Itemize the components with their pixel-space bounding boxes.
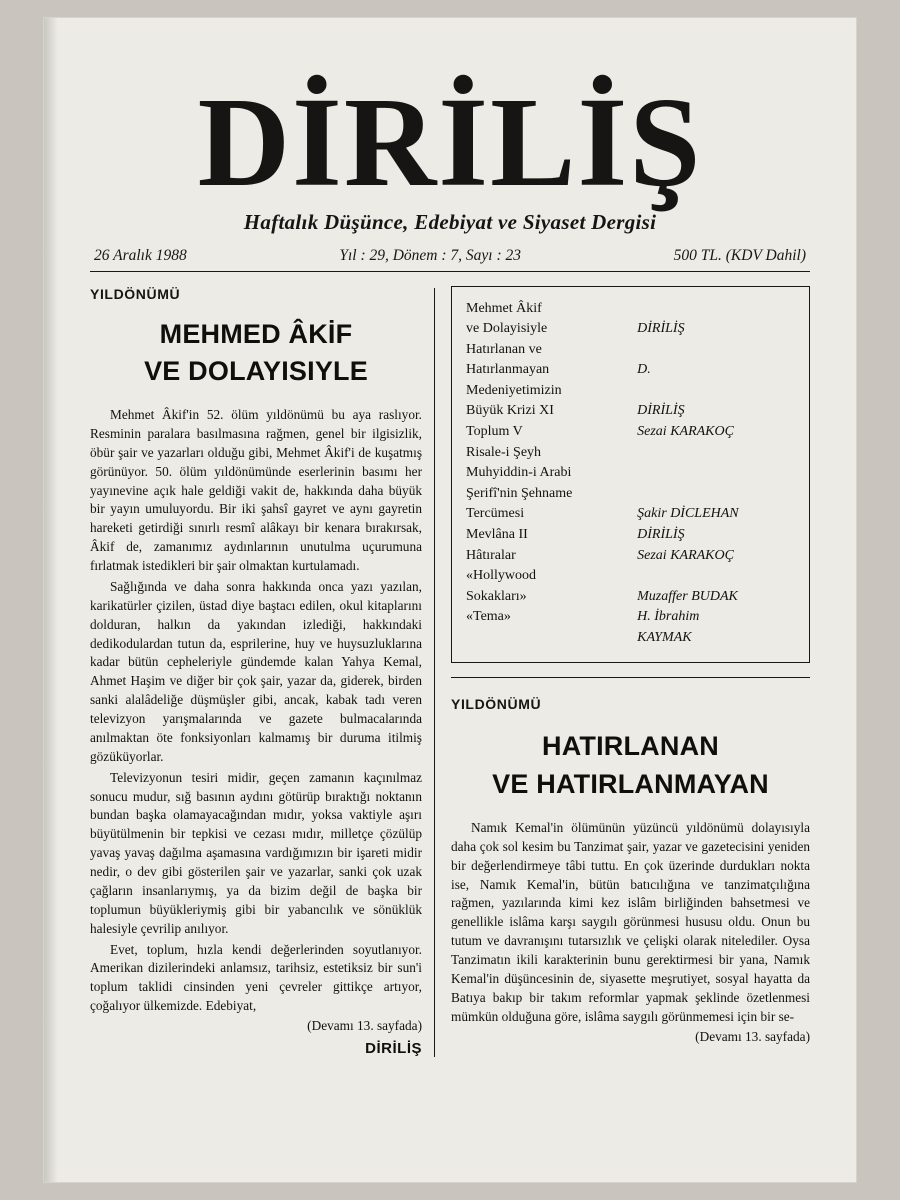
table-row bbox=[466, 443, 795, 464]
masthead-rule bbox=[90, 271, 810, 272]
contents-author bbox=[625, 463, 795, 484]
right-headline-line1: HATIRLANAN bbox=[542, 731, 719, 762]
masthead bbox=[90, 71, 810, 272]
table-row bbox=[466, 401, 795, 422]
left-paragraph: Evet, toplum, hızla kendi değerlerinden soyutlanıyor. Amerikan dizilerindeki anlamsız, tarihsiz, estetiksiz bir sun'i toplum taklidi cinsinden yeni çevreler gittikçe artıyor, çoğalıyor ülkemizde. Edebiyat, bbox=[90, 941, 422, 1014]
contents-title: ve Dolayisiyle bbox=[466, 321, 548, 337]
masthead-meta bbox=[90, 247, 810, 265]
right-continued-note: (Devamı 13. sayfada) bbox=[695, 1028, 810, 1044]
contents-author bbox=[625, 443, 795, 464]
table-row bbox=[466, 422, 795, 443]
table-row bbox=[466, 319, 795, 340]
issue-price: 500 TL. (KDV Dahil) bbox=[673, 246, 806, 264]
contents-title: Sokakları» bbox=[466, 588, 527, 604]
table-row bbox=[466, 607, 795, 628]
right-headline-line2: VE HATIRLANMAYAN bbox=[492, 768, 769, 799]
contents-author: Muzaffer BUDAK bbox=[637, 588, 738, 604]
left-signature: DİRİLİŞ bbox=[365, 1040, 422, 1058]
contents-title: Hâtıralar bbox=[466, 547, 516, 563]
contents-title: Tercümesi bbox=[466, 506, 525, 522]
contents-author: Sezai KARAKOÇ bbox=[637, 424, 734, 440]
contents-author: D. bbox=[637, 362, 651, 378]
contents-box bbox=[451, 286, 810, 664]
right-kicker: YILDÖNÜMÜ bbox=[451, 696, 542, 713]
columns-wrapper bbox=[90, 286, 810, 1058]
table-row bbox=[466, 504, 795, 525]
table-row bbox=[466, 484, 795, 505]
left-column bbox=[90, 286, 434, 1058]
right-column-rule bbox=[451, 677, 810, 678]
contents-title bbox=[466, 628, 625, 649]
right-column bbox=[435, 286, 810, 1058]
table-row bbox=[466, 546, 795, 567]
contents-table bbox=[466, 299, 795, 649]
table-row bbox=[466, 340, 795, 361]
contents-title: Mevlâna II bbox=[466, 526, 528, 542]
left-paragraph: Mehmet Âkif'in 52. ölüm yıldönümü bu aya raslıyor. Resminin paralara basılmasına rağmen, genel bir ilgisizlik, öbür şair ve yazarları olduğu gibi, Mehmet Âkif'i de kuşatmış görünüyor. 50. ölüm yıldönümünde eserlerinin basımı her yayınevine açık hale geldiği vakit de, hakkında daha büyük bir yayın umuluyordu. Bir iki şahsî gayret ve aynı gayretin hareketi getirdiği sınırlı resmî alâkayı bir kenara bırakırsak, Âkif de, zamanımız aydınlarının unutulma uçurumuna fırlatmak istedikleri bir şair olmaktan kurtulamadı. bbox=[90, 407, 422, 574]
table-row bbox=[466, 381, 795, 402]
issue-date: 26 Aralık 1988 bbox=[94, 246, 187, 264]
left-headline-line1: MEHMED ÂKİF bbox=[159, 318, 353, 349]
magazine-title: DİRİLİŞ bbox=[197, 71, 703, 213]
magazine-subtitle: Haftalık Düşünce, Edebiyat ve Siyaset Dergisi bbox=[243, 209, 657, 234]
left-headline-line2: VE DOLAYISIYLE bbox=[144, 355, 368, 386]
contents-title: «Tema» bbox=[466, 609, 511, 625]
contents-author bbox=[625, 299, 795, 320]
left-paragraph: Sağlığında ve daha sonra hakkında onca yazı yazılan, karikatürler çizilen, üstad diye baştacı edilen, okul kitaplarını dolduran, halkın da yakından izlediği, hakkındaki dedikodulardan tutun da, esprilerine, huy ve huysuzluklarına kadar bütün cepheleriyle gündemde kalan Yahya Kemal, Ahmet Haşim ve diğer bir çok şair, yazar da, giderek, birden sanki alalâdeliğe düşmüşler gibi, ancak, kabak tadı veren televizyon yarışmalarında ve gazete bulmacalarında anılmaktan öte fonksiyonları kalmamış bir duruma itilmiş gözüküyorlar. bbox=[90, 578, 422, 764]
table-row bbox=[466, 299, 795, 320]
contents-author: DİRİLİŞ bbox=[637, 403, 685, 419]
contents-author: KAYMAK bbox=[637, 629, 692, 645]
left-paragraph: Televizyonun tesiri midir, geçen zamanın kaçınılmaz sonucu mudur, sığ basının aydını götürüp bıraktığı noktanın bundan başka olamayacağından mıdır, yoksa vaktiyle aşırı büyütülmenin bir tepkisi ve cezası mıdır, milletçe çözülüp yavaş yavaş dağılma aşamasına vardığımızın bir işareti midir nedir, o dev gibi gösterilen şair ve yazarlar, sanki çok uzak çağların insanlarıymış, ya da bizim değil de başka bir toplumun büyükleriymiş gibi bir yabancılık ve sönüklük halesiyle çevrilip anılıyor. bbox=[90, 769, 422, 936]
contents-title: Muhyiddin-i Arabi bbox=[466, 465, 572, 481]
page-content bbox=[90, 71, 810, 1058]
contents-author: DİRİLİŞ bbox=[637, 526, 685, 542]
contents-title: Risale-i Şeyh bbox=[466, 444, 542, 460]
table-row bbox=[466, 628, 795, 649]
table-row bbox=[466, 566, 795, 587]
right-paragraph: Namık Kemal'in ölümünün yüzüncü yıldönümü dolayısıyla daha çok sol kesim bu Tanzimat şair, yazar ve gazetecisini yeniden bir değerlendirmeye tâbi tuttu. En çok üzerinde durdukları nokta ise, Namık Kemal'in, bütün batıcılığına ve tanzimatçılığına rağmen, yazılarında kimi kez islâm birliğinden bahsetmesi ve genellikle islâma karşı saygılı görünmesi hususu oldu. Onun bu tutum ve davranışını tutarsızlık ve çelişki olarak nitelediler. Oysa Tanzimatın ikili karakterinin bunu gerektirmesi bir yana, Namık Kemal'in düşüncesinin de, siyasette meşrutiyet, sosyal hayatta da Batıya bakıp bir takım reformlar yapmak şeklinde özetlenmesi mümkün olduğuna göre, islâma saygılı görünmemesi için bir se- bbox=[451, 819, 810, 1024]
contents-title: Mehmet Âkif bbox=[466, 300, 542, 316]
contents-body bbox=[466, 299, 795, 649]
contents-author: DİRİLİŞ bbox=[637, 321, 685, 337]
table-row bbox=[466, 587, 795, 608]
contents-title: Hatırlanan ve bbox=[466, 341, 542, 357]
table-row bbox=[466, 360, 795, 381]
contents-title: Büyük Krizi XI bbox=[466, 403, 554, 419]
contents-title: «Hollywood bbox=[466, 568, 536, 584]
contents-author bbox=[625, 381, 795, 402]
contents-author bbox=[625, 566, 795, 587]
contents-title: Medeniyetimizin bbox=[466, 382, 562, 398]
contents-title: Toplum V bbox=[466, 424, 523, 440]
issue-number: Yıl : 29, Dönem : 7, Sayı : 23 bbox=[339, 246, 522, 264]
left-headline bbox=[90, 316, 422, 391]
right-headline bbox=[451, 728, 810, 803]
paper-sheet bbox=[44, 18, 856, 1182]
left-kicker: YILDÖNÜMÜ bbox=[90, 285, 181, 302]
contents-author bbox=[625, 340, 795, 361]
contents-author: H. İbrahim bbox=[637, 609, 700, 625]
left-continued-note: (Devamı 13. sayfada) bbox=[307, 1018, 422, 1034]
contents-title: Şerifî'nin Şehname bbox=[466, 485, 573, 501]
contents-author bbox=[625, 484, 795, 505]
contents-title: Hatırlanmayan bbox=[466, 362, 550, 378]
contents-author: Şakir DİCLEHAN bbox=[637, 506, 739, 522]
table-row bbox=[466, 463, 795, 484]
table-row bbox=[466, 525, 795, 546]
contents-author: Sezai KARAKOÇ bbox=[637, 547, 734, 563]
